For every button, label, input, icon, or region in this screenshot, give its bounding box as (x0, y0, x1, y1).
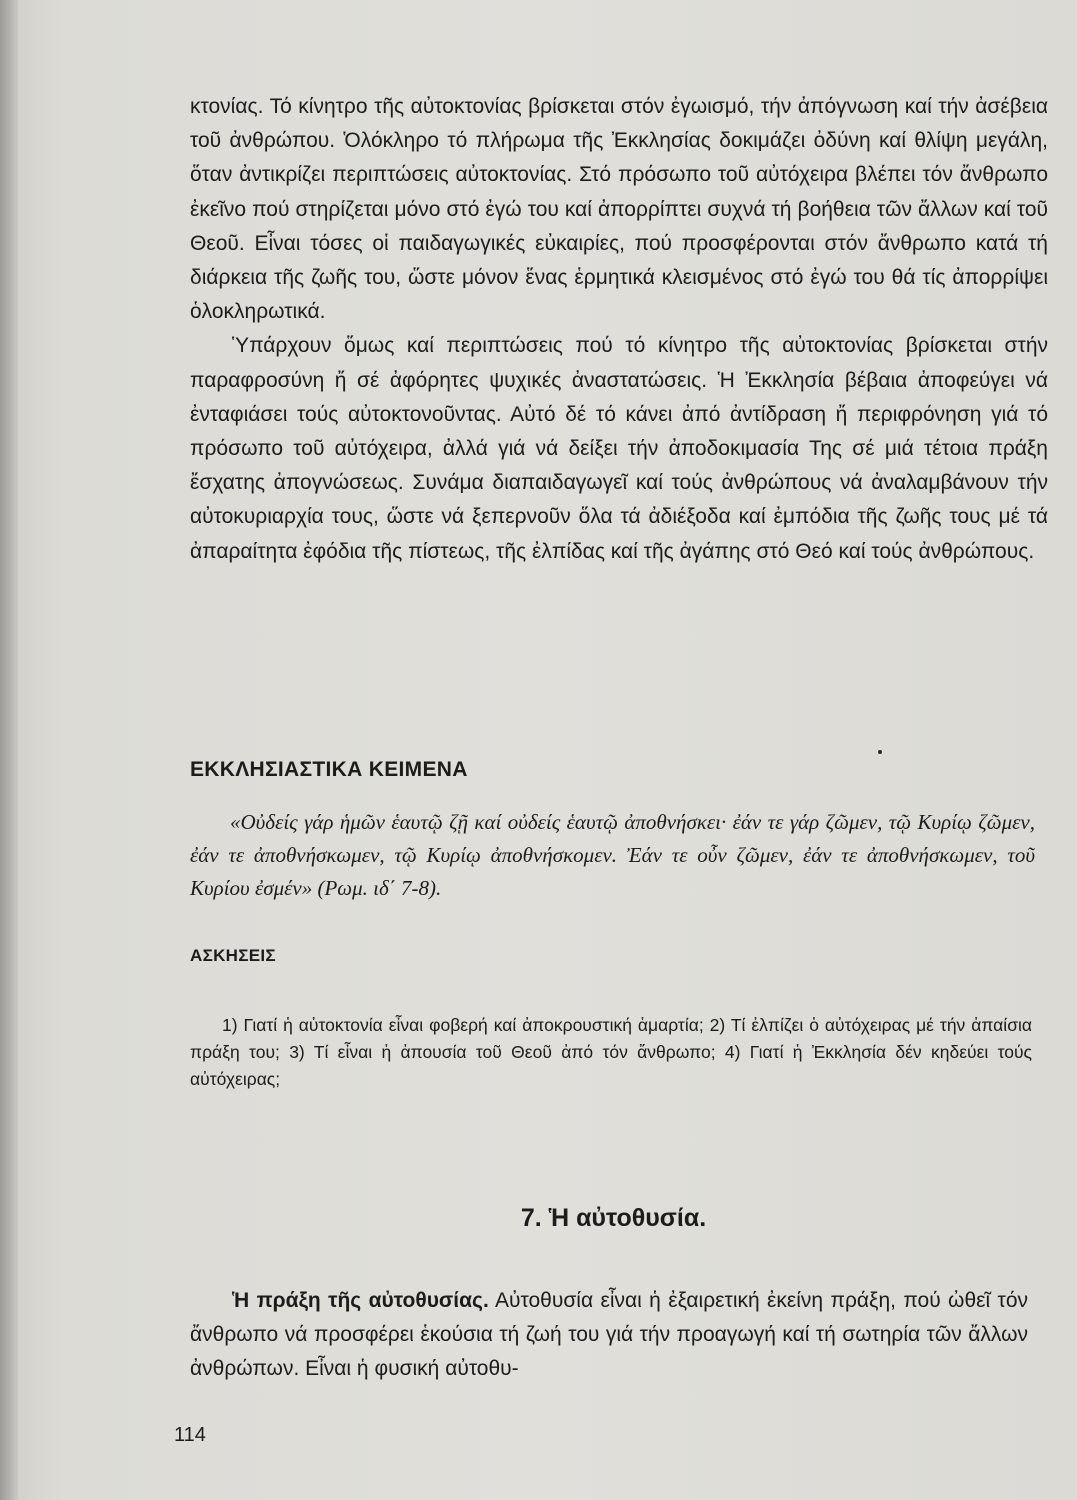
chapter-title: 7. Ἡ αὐτοθυσία. (520, 1204, 707, 1232)
scripture-quote: «Οὐδείς γάρ ἡμῶν ἑαυτῷ ζῇ καί οὐδείς ἑαυτῷ ἀποθνήσκει· ἐάν τε γάρ ζῶμεν, τῷ Κυρίῳ ζῶμεν, ἐάν τε ἀποθνήσκωμεν, τῷ Κυρίῳ ἀποθνήσκομεν. Ἐάν τε οὖν ζῶμεν, ἐάν τε ἀποθνήσκωμεν, τοῦ Κυρίου ἐσμέν» (Ρωμ. ιδ΄ 7-8). (190, 810, 1035, 900)
chapter-text: Αὐτοθυσία εἶναι ἡ ἐξαιρετική ἐκείνη πράξη, πού ὠθεῖ τόν ἄνθρωπο νά προσφέρει ἑκούσια τή ζωή του γιά τήν προαγωγή καί τή σωτηρία τῶν ἄλλων ἀνθρώπων. Εἶναι ἡ φυσική αὐτοθυ- (190, 1289, 1028, 1381)
chapter-lead: Ἡ πράξη τῆς αὐτοθυσίας. (232, 1289, 489, 1312)
chapter-paragraph (190, 1284, 1028, 1387)
body-text (190, 90, 1048, 569)
page-gutter-shadow (0, 0, 18, 1500)
page-number: 114 (174, 1424, 206, 1446)
paragraph-2: Ὑπάρχουν ὅμως καί περιπτώσεις πού τό κίνητρο τῆς αὐτοκτονίας βρίσκεται στήν παραφροσύνη ἤ σέ ἀφόρητες ψυχικές ἀναστατώσεις. Ἡ Ἐκκλησία βέβαια ἀποφεύγει νά ἐνταφιάσει τούς αὐτοκτονοῦντας. Αὐτό δέ τό κάνει ἀπό ἀντίδραση ἤ περιφρόνηση γιά τό πρόσωπο τοῦ αὐτόχειρα, ἀλλά γιά νά δείξει τήν ἀποδοκιμασία Της σέ μιά τέτοια πράξη ἔσχατης ἀπογνώσεως. Συνάμα διαπαιδαγωγεῖ καί τούς ἀνθρώπους νά ἀναλαμβάνουν τήν αὐτοκυριαρχία τους, ὥστε νά ξεπερνοῦν ὅλα τά ἀδιέξοδα καί ἐμπόδια τῆς ζωῆς τους μέ τά ἀπαραίτητα ἐφόδια τῆς πίστεως, τῆς ἐλπίδας καί τῆς ἀγάπης στό Θεό καί τούς ἀνθρώπους. (190, 334, 1048, 563)
exercises-heading: ΑΣΚΗΣΕΙΣ (190, 946, 276, 965)
paragraph-1: κτονίας. Τό κίνητρο τῆς αὐτοκτονίας βρίσκεται στόν ἐγωισμό, τήν ἀπόγνωση καί τήν ἀσέβεια τοῦ ἀνθρώπου. Ὁλόκληρο τό πλήρωμα τῆς Ἐκκλησίας δοκιμάζει ὀδύνη καί θλίψη μεγάλη, ὅταν ἀντικρίζει περιπτώσεις αὐτοκτονίας. Στό πρόσωπο τοῦ αὐτόχειρα βλέπει τόν ἄνθρωπο ἐκεῖνο πού στηρίζεται μόνο στό ἐγώ του καί ἀπορρίπτει συχνά τή βοήθεια τῶν ἄλλων καί τοῦ Θεοῦ. Εἶναι τόσες οἱ παιδαγωγικές εὐκαιρίες, πού προσφέρονται στόν ἄνθρωπο κατά τή διάρκεια τῆς ζωῆς του, ὥστε μόνον ἕνας ἑρμητικά κλεισμένος στό ἐγώ του θά τίς ἀπορρίψει ὁλοκληρωτικά. (190, 95, 1048, 324)
church-texts-heading: ΕΚΚΛΗΣΙΑΣΤΙΚΑ ΚΕΙΜΕΝΑ (190, 758, 468, 781)
stray-dot (878, 750, 882, 754)
exercises-text: 1) Γιατί ἡ αὐτοκτονία εἶναι φοβερή καί ἀποκρουστική ἁμαρτία; 2) Τί ἐλπίζει ὁ αὐτόχειρας μέ τήν ἀπαίσια πράξη του; 3) Τί εἶναι ἡ ἀπουσία τοῦ Θεοῦ ἀπό τόν ἄνθρωπο; 4) Γιατί ἡ Ἐκκλησία δέν κηδεύει τούς αὐτόχειρας; (190, 1015, 1032, 1089)
